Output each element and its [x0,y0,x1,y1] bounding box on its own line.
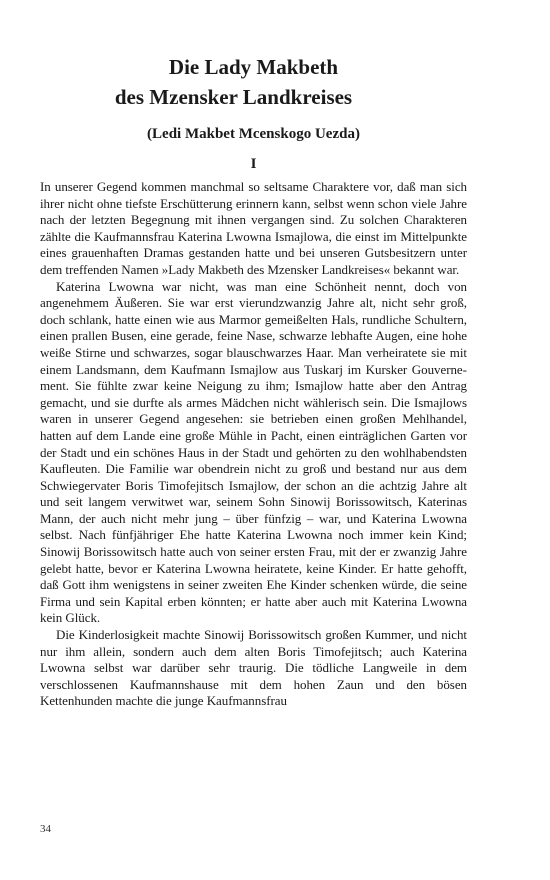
paragraph-3: Die Kinderlosigkeit machte Sinowij Borissowitsch großen Kummer, und nicht nur ihm allein, sondern auch dem alten Boris Timofejitsch; auch Katerina Lwowna selbst war darüber sehr traurig. Die tödliche Langweile in dem verschlossenen Kaufmannshause mit dem hohen Zaun und den bösen Kettenhunden machte die junge Kaufmannsfrau [40,627,467,709]
body-text [40,179,467,710]
chapter-number: I [250,156,257,172]
subtitle: (Ledi Makbet Mcenskogo Uezda) [147,126,360,142]
page-content [40,52,467,710]
title-line-2: des Mzensker Landkreises [114,85,353,109]
title-line-1: Die Lady Makbeth [168,55,339,79]
paragraph-2: Katerina Lwowna war nicht, was man eine Schönheit nennt, doch von angenehmem Äußeren. Sie war erst vierundzwanzig Jahre alt, nicht sehr groß, doch schlank, hatte einen wie aus Marmor gemeißelten Hals, rundliche Schultern, einen prallen Busen, eine gerade, feine Nase, schwarze lebhafte Augen, eine hohe weiße Stirne und schwarzes, sogar blauschwarzes Haar. Man verheiratete sie mit einem Landsmann, dem Kaufmann Ismajlow aus Tuskarj im Kursker Gouvernement. Sie fühlte zwar keine Neigung zu ihm; Ismajlow hatte aber den Antrag gemacht, und sie durfte als armes Mädchen nicht wählerisch sein. Die Ismajlows waren in unserer Gegend angesehen: sie betrieben einen großen Mehlhandel, hatten auf dem Lande eine große Mühle in Pacht, einen einträglichen Garten vor der Stadt und ein schönes Haus in der Stadt und gehörten zu den wohlhabendsten Kaufleuten. Die Familie war obendrein nicht zu groß und bestand nur aus dem Schwiegervater Boris Timofejitsch Ismajlow, der schon an die achtzig Jahre alt und seit langem verwitwet war, seinem Sohn Sinowij Borissowitsch, Katerinas Mann, der auch nicht mehr jung – über fünfzig – war, und Katerina Lwowna selbst. Nach fünfjähriger Ehe hatte Katerina Lwowna noch immer kein Kind; Sinowij Borissowitsch hatte auch von seiner ersten Frau, mit der er zwanzig Jahre gelebt hatte, bevor er Katerina Lwowna heiratete, keine Kinder. Er hatte gehofft, daß Gott ihm wenigstens in seiner zweiten Ehe Kinder schenken würde, die seine Firma und sein Kapital erben könnten; er hatte aber auch mit Katerina Lwowna kein Glück. [40,278,467,626]
paragraph-1: In unserer Gegend kommen manchmal so seltsame Charaktere vor, daß man sich ihrer nicht ohne tiefste Erschütterung erinnern kann, selbst wenn schon viele Jahre nach der letzten Begegnung mit ihnen vergangen sind. Zu solchen Charakteren zählte die Kaufmannsfrau Katerina Lwowna Ismajlowa, die einst im Mittelpunkte eines grauenhaften Dramas gestanden hatte und bei unseren Gutsbesitzern unter dem treffenden Namen »Lady Makbeth des Mzensker Landkreises« bekannt war. [40,179,467,277]
page-number: 34 [40,823,51,835]
